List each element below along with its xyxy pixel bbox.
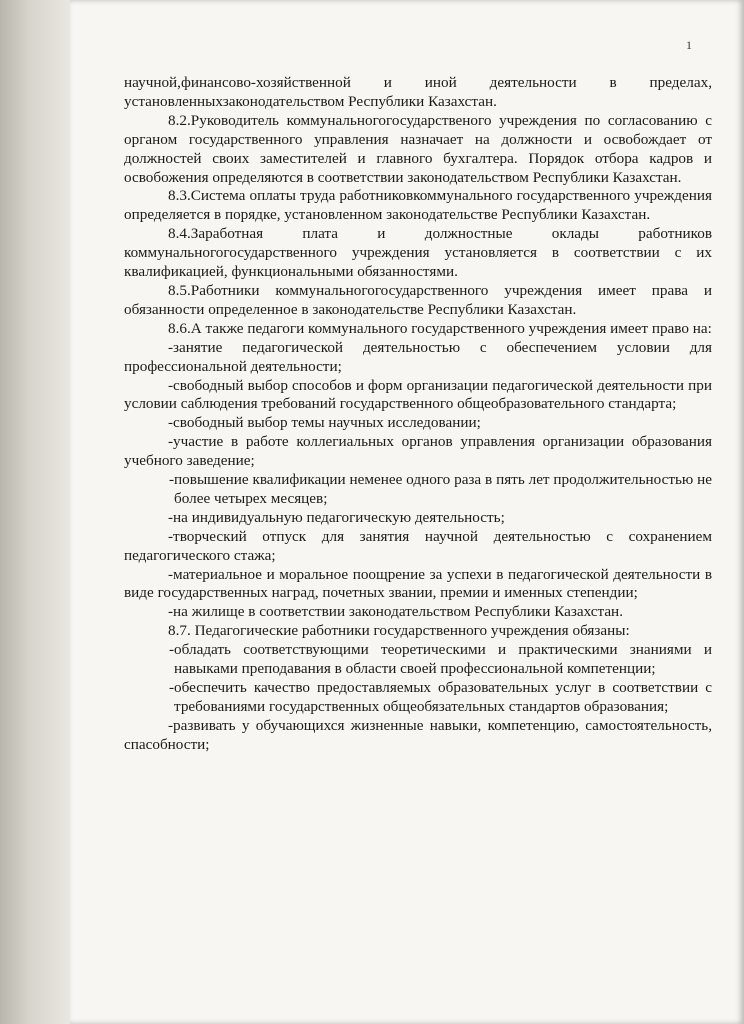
paragraph-8-2: 8.2.Руководитель коммунальногогосударственого учреждения по согласованию с органом государственного управления назначает на должности и освобождает от должностей своих заместителей и главного бухгалтера. Порядок отбора кадров и освобожения определяются в соответствии законодательством Республики Казахстан. <box>124 111 712 186</box>
paragraph-8-4: 8.4.Заработная плата и должностные оклады работников коммунальногогосударственного учреждения установляется в соответствии с их квалификацией, функциональными обязанностями. <box>124 225 712 281</box>
list-item: -участие в работе коллегиальных органов управления организации образования учебного заведение; <box>124 433 712 470</box>
list-item: -на жилище в соответствии законодательством Республики Казахстан. <box>168 603 623 621</box>
list-item: -на индивидуальную педагогическую деятельность; <box>168 508 505 526</box>
list-item: -повышение квалификации неменее одного раза в пять лет продолжительностью не более четырех месяцев; <box>169 471 712 507</box>
list-item: -материальное и моральное поощрение за успехи в педагогической деятельности в виде государственных наград, почетных звании, премии и именных степендии; <box>124 565 712 602</box>
list-item: -занятие педагогической деятельностью с обеспечением условии для профессиональной деятельности; <box>124 338 712 375</box>
paragraph: научной,финансово-хозяйственной и иной деятельности в пределах, установленныхзаконодательством Республики Казахстан. <box>124 74 712 110</box>
list-item: -обеспечить качество предоставляемых образовательных услуг в соответствии с требованиями государственных общеобязательных стандартов образования; <box>169 679 712 715</box>
document-body <box>124 74 712 755</box>
paragraph-8-7: 8.7. Педагогические работники государственного учреждения обязаны: <box>168 622 630 640</box>
paragraph-8-5: 8.5.Работники коммунальногогосударственного учреждения имеет права и обязанности определенное в законодательстве Республики Казахстан. <box>124 281 712 318</box>
list-item: -развивать у обучающихся жизненные навыки, компетенцию, самостоятельность, спасобности; <box>124 716 712 753</box>
paragraph-8-6: 8.6.А также педагоги коммунального государственного учреждения имеет право на: <box>168 319 712 337</box>
paragraph-8-3: 8.3.Система оплаты труда работниковкоммунального государственного учреждения определяется в порядке, установленном законодательстве Республики Казахстан. <box>124 187 712 224</box>
list-item: -творческий отпуск для занятия научной деятельностью с сохранением педагогического стажа; <box>124 527 712 564</box>
list-item: -обладать соответствующими теоретическими и практическими знаниями и навыками преподавания в области своей профессиональной компетенции; <box>169 641 712 678</box>
list-item: -свободный выбор способов и форм организации педагогической деятельности при условии саблюдения требований государственного общеобразовательного стандарта; <box>124 376 712 413</box>
list-item: -свободный выбор темы научных исследовании; <box>168 414 481 432</box>
page-number: 1 <box>686 38 692 52</box>
scan-left-margin <box>0 0 70 1024</box>
